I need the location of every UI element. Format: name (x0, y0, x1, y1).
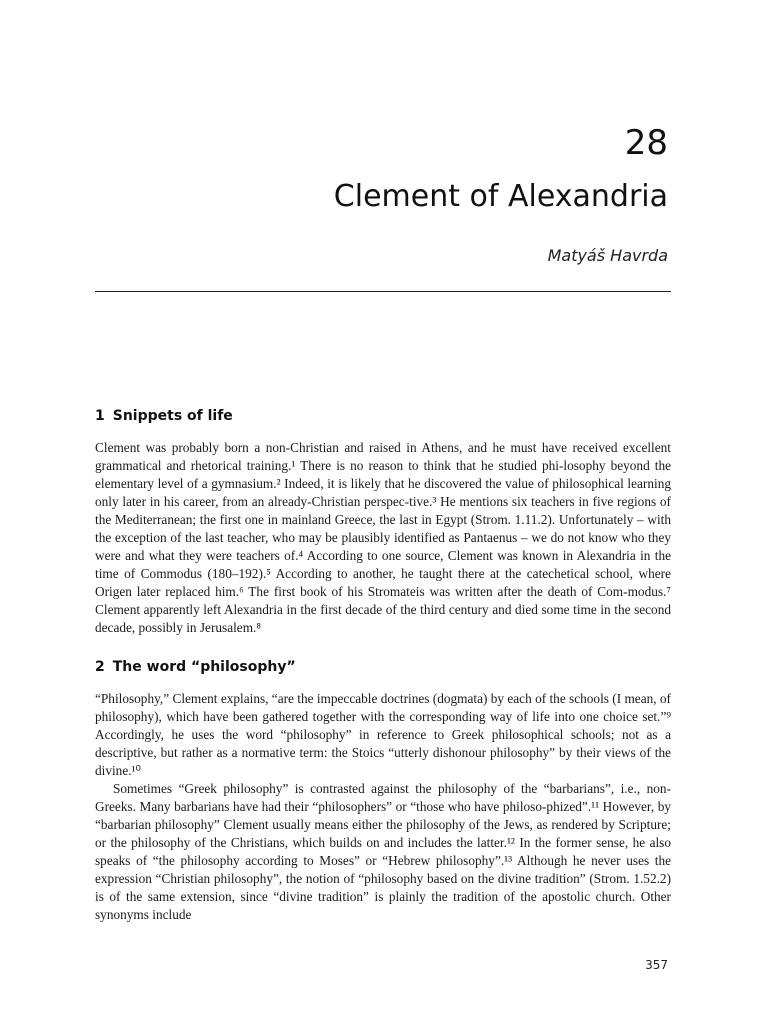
section-title: Snippets of life (112, 408, 233, 424)
section-number: 2 (95, 659, 105, 675)
section-heading (95, 406, 671, 426)
section-number: 1 (95, 408, 105, 424)
chapter-number: 28 (624, 123, 668, 163)
section-heading (95, 657, 671, 677)
section-word-philosophy (95, 657, 671, 924)
title-divider (95, 291, 671, 292)
section-snippets-of-life (95, 406, 671, 637)
body-paragraph: “Philosophy,” Clement explains, “are the impeccable doctrines (dogmata) by each of the schools (I mean, of philosophy), which have been gathered together with the corresponding way of life into one choice set.”⁹ Accordingly, he uses the word “philosophy” in reference to Greek philosophical schools; not as a descriptive, but rather as a normative term: the Stoics “utterly dishonour philosophy” by their views of the divine.¹⁰ (95, 691, 671, 778)
section-title: The word “philosophy” (112, 659, 296, 675)
body-paragraph: Sometimes “Greek philosophy” is contrasted against the philosophy of the “barbarians”, i.e., non-Greeks. Many barbarians have had their “philosophers” or “those who have philoso-phized”.¹¹ However, by “barbarian philosophy” Clement usually means either the philosophy of the Jews, as rendered by Scripture; or the philosophy of the Christians, which builds on and includes the latter.¹² In the former sense, he also speaks of “the philosophy according to Moses” or “Hebrew philosophy”.¹³ Although he never uses the expression “Christian philosophy”, the notion of “philosophy based on the divine tradition” (Strom. 1.52.2) is of the same extension, since “divine tradition” is plainly the tradition of the apostolic church. Other synonyms include (95, 781, 671, 922)
chapter-body (95, 406, 671, 924)
chapter-title: Clement of Alexandria (333, 179, 668, 214)
body-paragraph: Clement was probably born a non-Christian and raised in Athens, and he must have received excellent grammatical and rhetorical training.¹ There is no reason to think that he studied phi-losophy beyond the elementary level of a gymnasium.² Indeed, it is likely that he discovered the value of philosophical learning only later in his career, from an already-Christian perspec-tive.³ He mentions six teachers in five regions of the Mediterranean; the first one in mainland Greece, the last in Egypt (Strom. 1.11.2). Unfortunately – with the exception of the last teacher, who may be plausibly identified as Pantaenus – we do not know who they were and what they were teachers of.⁴ According to one source, Clement was known in Alexandria in the time of Commodus (180–192).⁵ According to another, he taught there at the catechetical school, where Origen later replaced him.⁶ The first book of his Stromateis was written after the death of Com-modus.⁷ Clement apparently left Alexandria in the first decade of the third century and died some time in the second decade, possibly in Jerusalem.⁸ (95, 440, 671, 635)
chapter-author: Matyáš Havrda (547, 246, 668, 265)
page-number: 357 (645, 958, 668, 972)
